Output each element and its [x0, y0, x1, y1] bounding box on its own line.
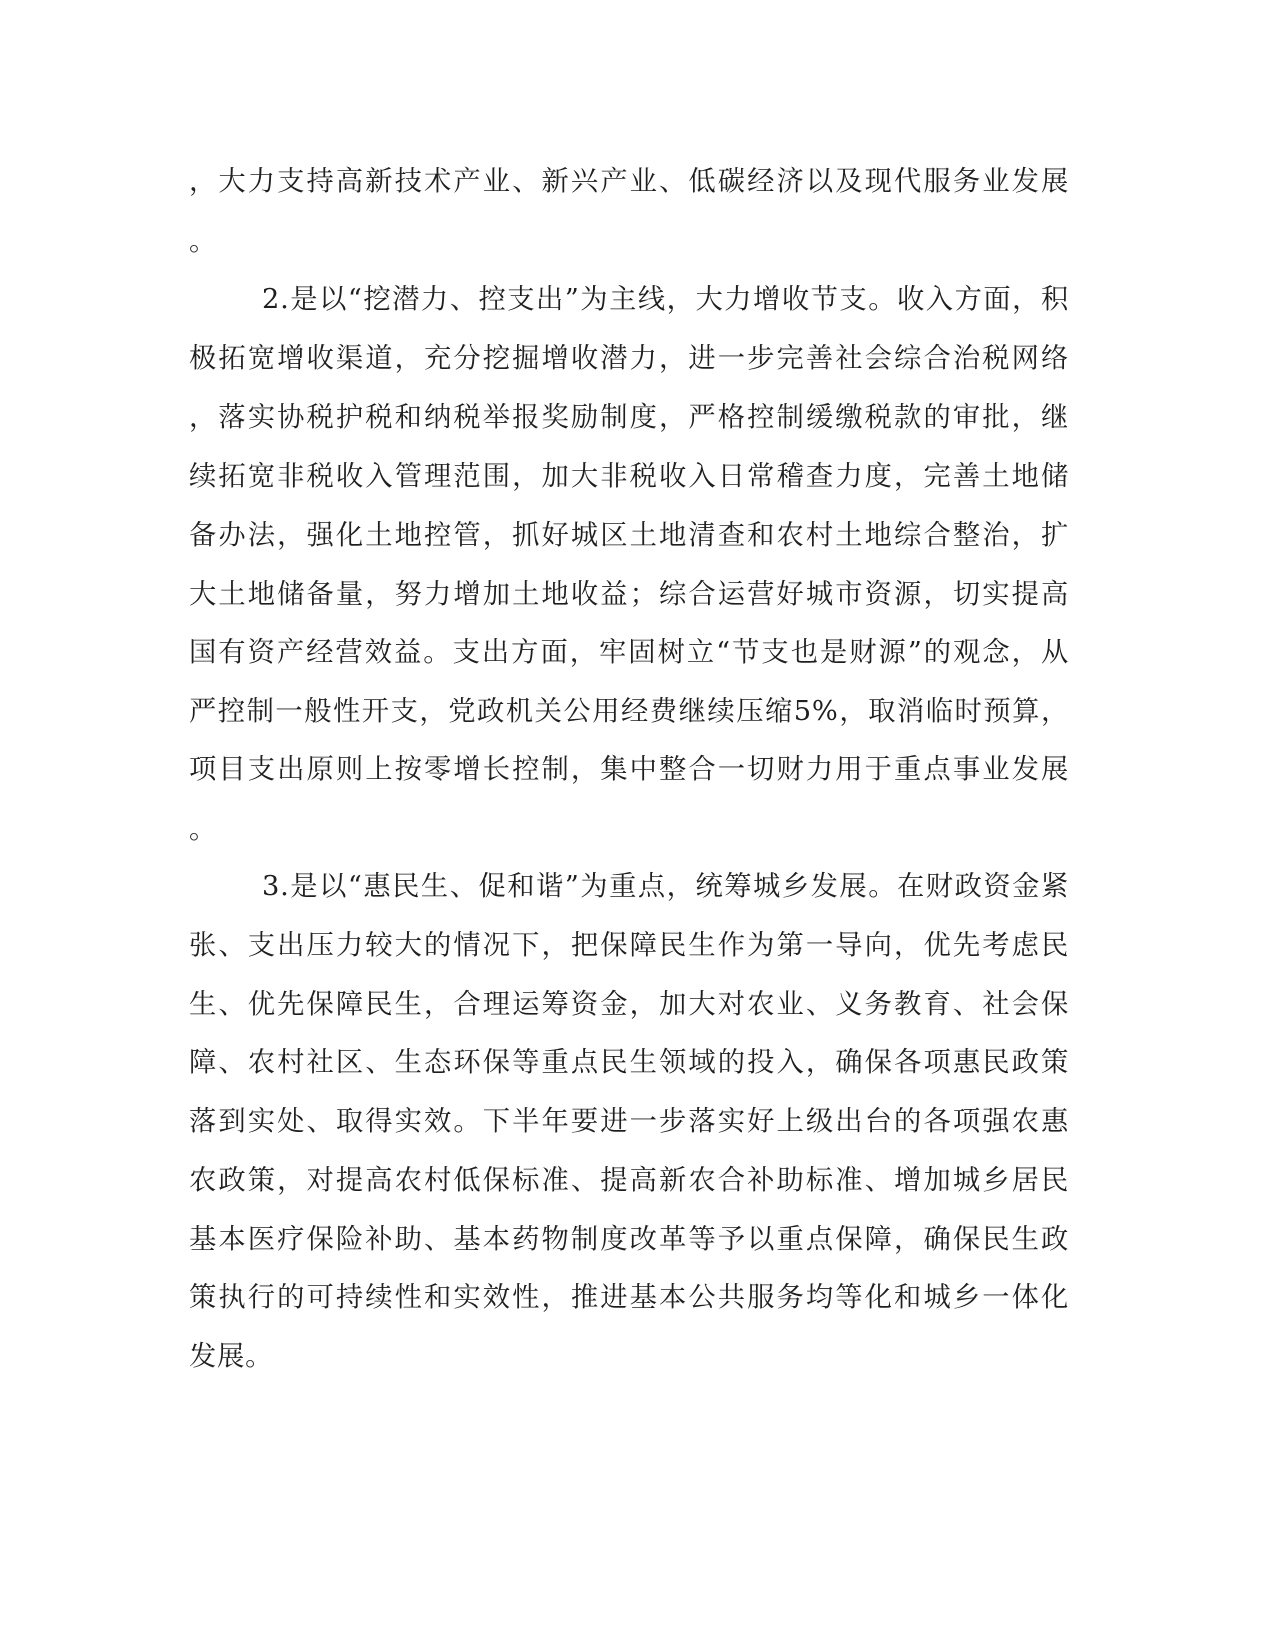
text-line: 障、农村社区、生态环保等重点民生领域的投入，确保各项惠民政策: [189, 1047, 1069, 1078]
text-line: 落到实处、取得实效。下半年要进一步落实好上级出台的各项强农惠: [189, 1106, 1069, 1137]
text-line: ，落实协税护税和纳税举报奖励制度，严格控制缓缴税款的审批，继: [189, 402, 1069, 433]
text-line: 备办法，强化土地控管，抓好城区土地清查和农村土地综合整治，扩: [189, 520, 1069, 551]
paragraph-3-first-line: 3.是以“惠民生、促和谐”为重点，统筹城乡发展。在财政资金紧: [262, 871, 1069, 902]
text-line: 。: [189, 814, 218, 845]
text-line: ，大力支持高新技术产业、新兴产业、低碳经济以及现代服务业发展: [189, 166, 1069, 197]
text-line: 。: [189, 226, 218, 257]
text-line: 项目支出原则上按零增长控制，集中整合一切财力用于重点事业发展: [189, 754, 1069, 785]
text-line: 基本医疗保险补助、基本药物制度改革等予以重点保障，确保民生政: [189, 1224, 1069, 1255]
text-line: 策执行的可持续性和实效性，推进基本公共服务均等化和城乡一体化: [189, 1282, 1069, 1313]
text-line: 极拓宽增收渠道，充分挖掘增收潜力，进一步完善社会综合治税网络: [189, 343, 1069, 374]
text-line: 发展。: [189, 1341, 274, 1372]
text-line: 大土地储备量，努力增加土地收益；综合运营好城市资源，切实提高: [189, 579, 1069, 610]
text-line: 严控制一般性开支，党政机关公用经费继续压缩5%，取消临时预算，: [189, 696, 1069, 727]
text-line: 续拓宽非税收入管理范围，加大非税收入日常稽查力度，完善土地储: [189, 461, 1069, 492]
text-line: 农政策，对提高农村低保标准、提高新农合补助标准、增加城乡居民: [189, 1165, 1069, 1196]
text-line: 张、支出压力较大的情况下，把保障民生作为第一导向，优先考虑民: [189, 930, 1069, 961]
text-line: 国有资产经营效益。支出方面，牢固树立“节支也是财源”的观念，从: [189, 637, 1069, 668]
text-line: 生、优先保障民生，合理运筹资金，加大对农业、义务教育、社会保: [189, 989, 1069, 1020]
paragraph-2-first-line: 2.是以“挖潜力、控支出”为主线，大力增收节支。收入方面，积: [262, 284, 1069, 315]
